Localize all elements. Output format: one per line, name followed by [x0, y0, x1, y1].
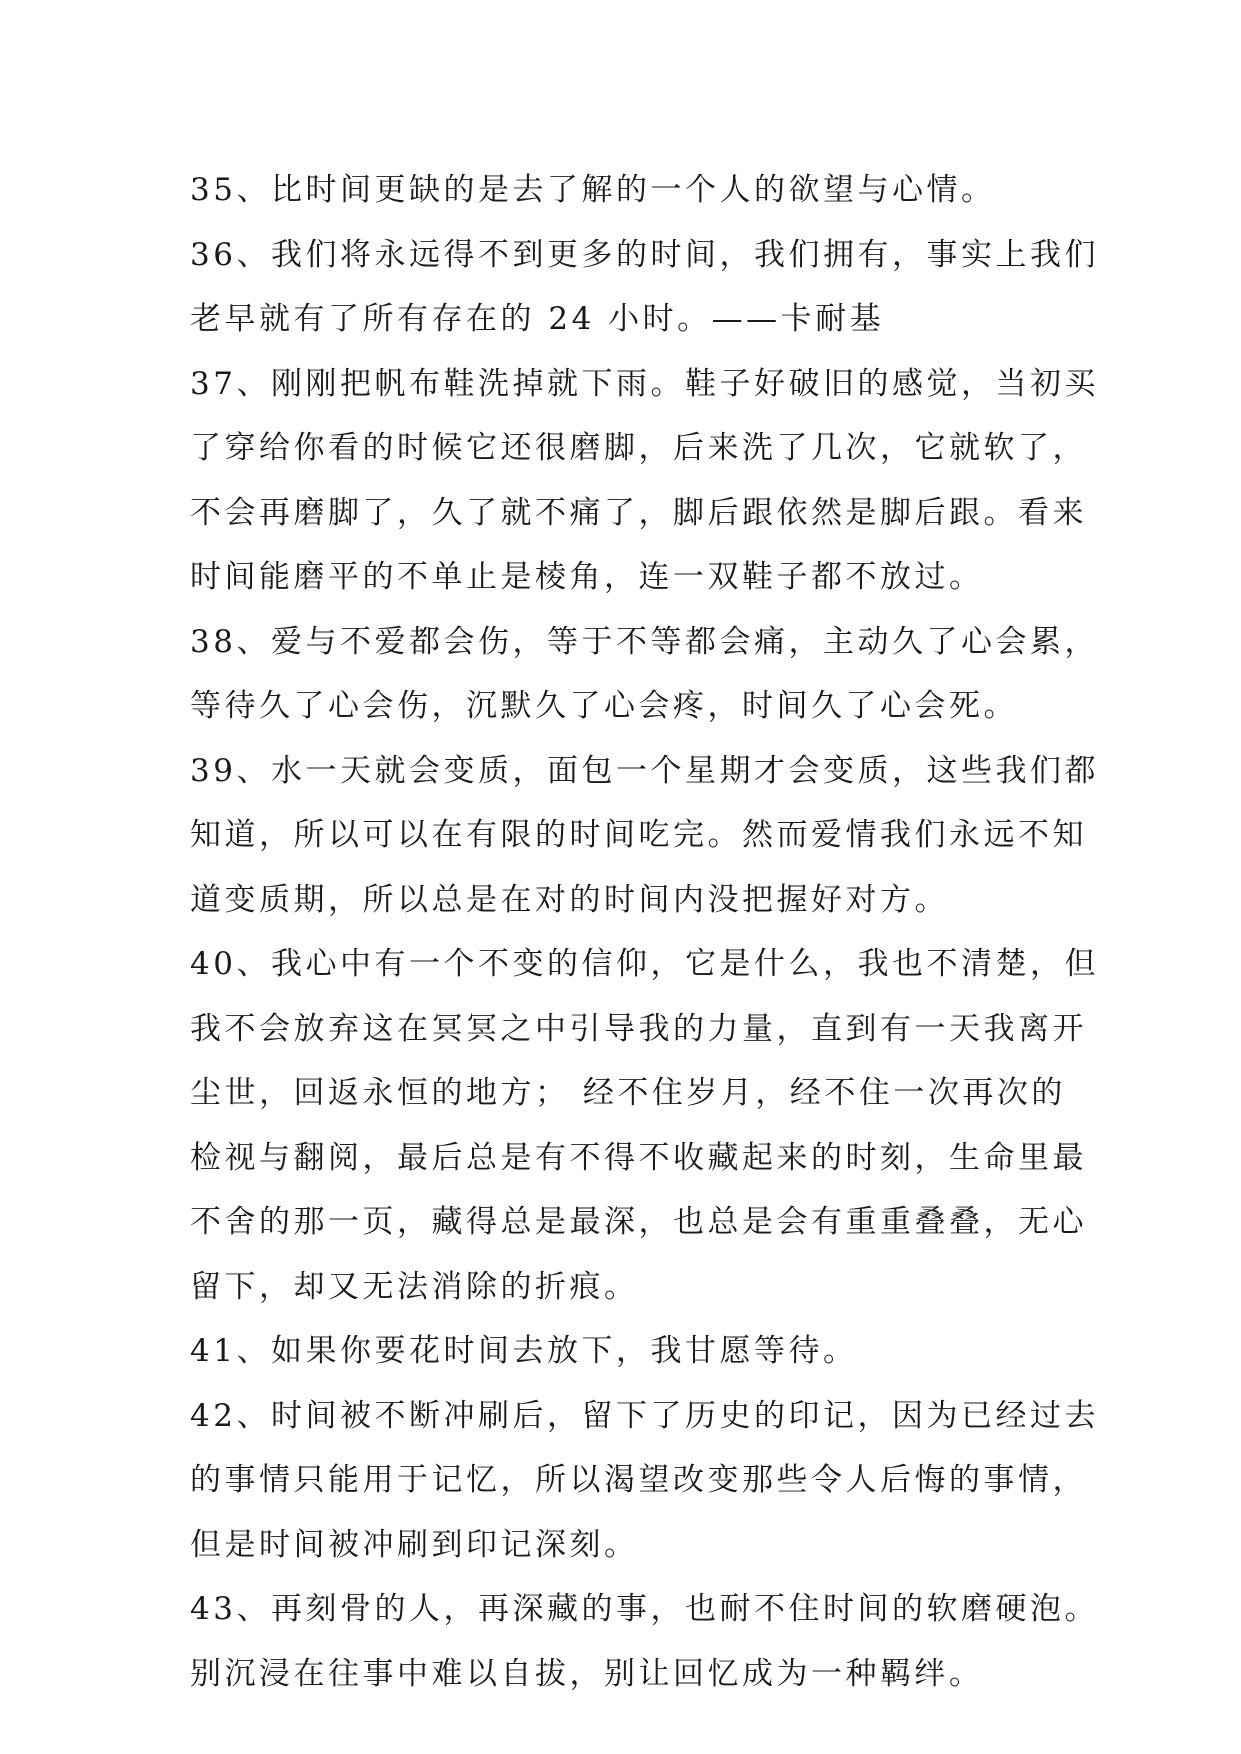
- document-body: [190, 158, 1099, 1706]
- text-line: 41、如果你要花时间去放下，我甘愿等待。: [190, 1333, 858, 1369]
- text-line: 老早就有了所有存在的 24 小时。——卡耐基: [190, 301, 885, 337]
- text-line: 40、我心中有一个不变的信仰，它是什么，我也不清楚，但: [190, 946, 1099, 982]
- text-line: 别沉浸在往事中难以自拔，别让回忆成为一种羁绊。: [190, 1655, 984, 1692]
- text-line: 留下，却又无法消除的折痕。: [190, 1268, 639, 1305]
- text-line: 我不会放弃这在冥冥之中引导我的力量，直到有一天我离开: [190, 1010, 1087, 1047]
- text-line: 的事情只能用于记忆，所以渴望改变那些令人后悔的事情，: [190, 1462, 1087, 1498]
- text-line: 不会再磨脚了，久了就不痛了，脚后跟依然是脚后跟。看来: [190, 494, 1087, 531]
- text-line: 37、刚刚把帆布鞋洗掉就下雨。鞋子好破旧的感觉，当初买: [190, 365, 1099, 402]
- text-line: 39、水一天就会变质，面包一个星期才会变质，这些我们都: [190, 752, 1099, 789]
- text-line: 但是时间被冲刷到印记深刻。: [190, 1526, 639, 1563]
- text-line: 38、爱与不爱都会伤，等于不等都会痛，主动久了心会累，: [190, 623, 1099, 660]
- text-line: 不舍的那一页，藏得总是最深，也总是会有重重叠叠，无心: [190, 1204, 1087, 1240]
- text-line: 等待久了心会伤，沉默久了心会疼，时间久了心会死。: [190, 688, 1018, 724]
- text-line: 了穿给你看的时候它还很磨脚，后来洗了几次，它就软了，: [190, 430, 1087, 466]
- text-line: 检视与翻阅，最后总是有不得不收藏起来的时刻，生命里最: [190, 1139, 1087, 1176]
- text-line: 时间能磨平的不单止是棱角，连一双鞋子都不放过。: [190, 559, 984, 595]
- text-line: 知道，所以可以在有限的时间吃完。然而爱情我们永远不知: [190, 817, 1087, 853]
- text-line: 尘世，回返永恒的地方； 经不住岁月，经不住一次再次的: [190, 1075, 1066, 1111]
- text-line: 42、时间被不断冲刷后，留下了历史的印记，因为已经过去: [190, 1397, 1099, 1434]
- text-line: 36、我们将永远得不到更多的时间，我们拥有，事实上我们: [190, 236, 1099, 273]
- text-line: 35、比时间更缺的是去了解的一个人的欲望与心情。: [190, 172, 996, 208]
- text-line: 道变质期，所以总是在对的时间内没把握好对方。: [190, 881, 949, 918]
- text-line: 43、再刻骨的人，再深藏的事，也耐不住时间的软磨硬泡。: [190, 1591, 1099, 1627]
